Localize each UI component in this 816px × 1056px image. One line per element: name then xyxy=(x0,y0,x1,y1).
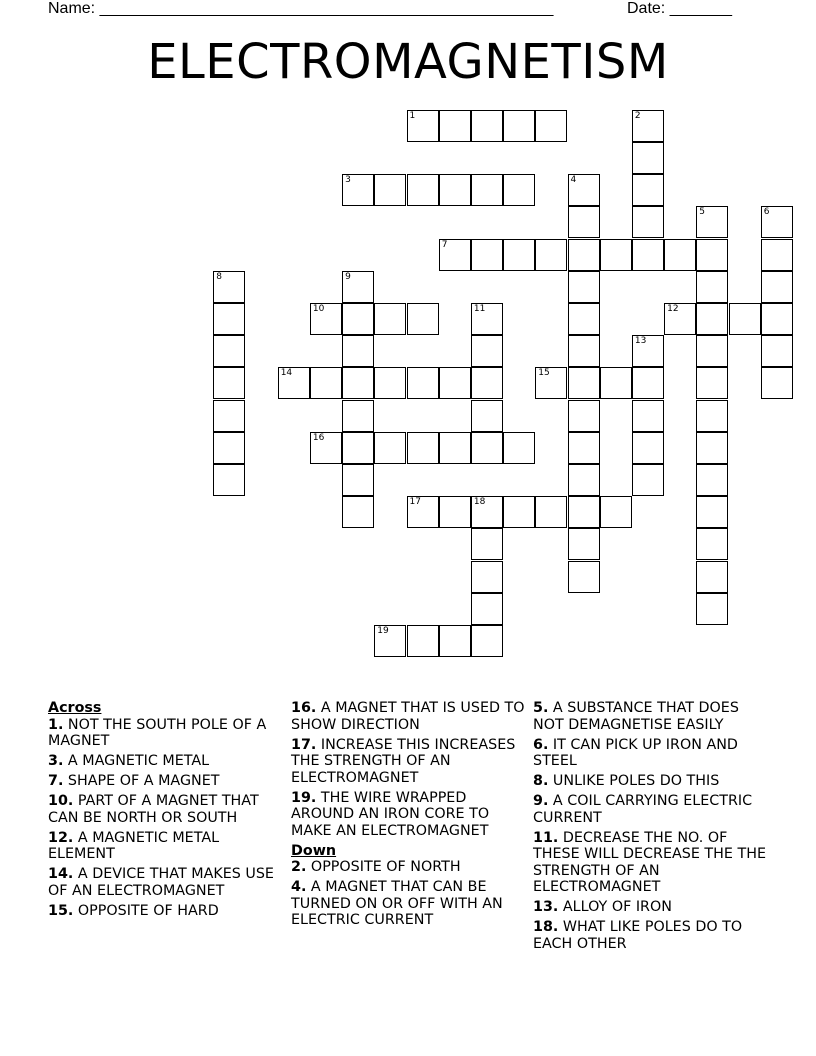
grid-cell[interactable] xyxy=(374,174,406,206)
grid-cell[interactable] xyxy=(600,496,632,528)
grid-cell[interactable] xyxy=(407,303,439,335)
grid-cell[interactable] xyxy=(439,110,471,142)
clue-text: A MAGNETIC METAL ELEMENT xyxy=(48,829,220,862)
grid-cell[interactable] xyxy=(471,110,503,142)
clue-item xyxy=(291,859,526,876)
clue-text: A MAGNETIC METAL xyxy=(63,753,210,769)
clue-number: 10 xyxy=(312,303,325,314)
grid-cell[interactable] xyxy=(632,432,664,464)
grid-cell[interactable] xyxy=(568,271,600,303)
grid-cell[interactable] xyxy=(535,110,567,142)
grid-cell[interactable] xyxy=(342,174,374,206)
grid-cell[interactable] xyxy=(310,432,342,464)
page-title: ELECTROMAGNETISM xyxy=(147,34,669,90)
grid-cell[interactable] xyxy=(600,239,632,271)
grid-cell[interactable] xyxy=(503,174,535,206)
down-clue-list xyxy=(291,859,526,929)
grid-cell[interactable] xyxy=(471,239,503,271)
grid-cell[interactable] xyxy=(471,593,503,625)
clue-item xyxy=(533,737,768,770)
grid-cell[interactable] xyxy=(213,400,245,432)
clues-column-3 xyxy=(533,700,768,956)
grid-cell[interactable] xyxy=(632,464,664,496)
grid-cell[interactable] xyxy=(213,367,245,399)
clue-number: 19. xyxy=(291,789,317,806)
grid-cell[interactable] xyxy=(696,303,728,335)
grid-cell[interactable] xyxy=(761,335,793,367)
grid-cell[interactable] xyxy=(342,400,374,432)
grid-cell[interactable] xyxy=(471,174,503,206)
grid-cell[interactable] xyxy=(213,432,245,464)
clue-number: 8 xyxy=(216,271,223,282)
clue-number: 18. xyxy=(533,919,559,935)
clue-item xyxy=(48,866,283,899)
grid-cell[interactable] xyxy=(471,432,503,464)
grid-cell[interactable] xyxy=(729,303,761,335)
grid-cell[interactable] xyxy=(696,496,728,528)
grid-cell[interactable] xyxy=(664,303,696,335)
grid-cell[interactable] xyxy=(342,335,374,367)
down-heading: Down xyxy=(291,842,337,859)
clue-item xyxy=(533,899,768,916)
grid-cell[interactable] xyxy=(568,528,600,560)
clue-text: A SUBSTANCE THAT DOES NOT DEMAGNETISE EASILY xyxy=(533,700,739,733)
clue-number: 12. xyxy=(48,829,74,846)
grid-cell[interactable] xyxy=(568,174,600,206)
clue-item xyxy=(48,903,283,920)
clue-text: A COIL CARRYING ELECTRIC CURRENT xyxy=(533,793,753,826)
grid-cell[interactable] xyxy=(374,367,406,399)
grid-cell[interactable] xyxy=(632,239,664,271)
grid-cell[interactable] xyxy=(374,625,406,657)
down-clue-list-continued xyxy=(533,700,768,952)
clue-number: 7. xyxy=(48,773,64,789)
grid-cell[interactable] xyxy=(568,303,600,335)
grid-cell[interactable] xyxy=(439,625,471,657)
clue-number: 10. xyxy=(48,793,74,809)
across-clue-list xyxy=(48,717,283,920)
clue-number: 6. xyxy=(533,736,549,753)
grid-cell[interactable] xyxy=(761,271,793,303)
grid-cell[interactable] xyxy=(342,303,374,335)
clue-number: 12 xyxy=(667,303,679,314)
grid-cell[interactable] xyxy=(342,271,374,303)
grid-cell[interactable] xyxy=(568,464,600,496)
clue-number: 14 xyxy=(280,368,293,379)
clue-item xyxy=(48,793,283,826)
clue-item xyxy=(48,753,283,770)
grid-cell[interactable] xyxy=(568,561,600,593)
grid-cell[interactable] xyxy=(310,303,342,335)
clue-item xyxy=(48,717,283,750)
grid-cell[interactable] xyxy=(568,335,600,367)
grid-cell[interactable] xyxy=(471,496,503,528)
clue-text: A MAGNET THAT IS USED TO SHOW DIRECTION xyxy=(291,700,525,733)
grid-cell[interactable] xyxy=(696,335,728,367)
grid-cell[interactable] xyxy=(342,464,374,496)
grid-cell[interactable] xyxy=(471,561,503,593)
grid-cell[interactable] xyxy=(664,239,696,271)
grid-cell[interactable] xyxy=(439,496,471,528)
grid-cell[interactable] xyxy=(535,367,567,399)
clue-item xyxy=(533,773,768,790)
grid-cell[interactable] xyxy=(568,432,600,464)
clue-number: 2 xyxy=(634,110,641,121)
clue-number: 5. xyxy=(533,700,549,716)
grid-cell[interactable] xyxy=(213,271,245,303)
grid-cell[interactable] xyxy=(600,367,632,399)
clues-column-1 xyxy=(48,700,283,923)
clue-number: 4 xyxy=(570,175,577,186)
grid-cell[interactable] xyxy=(213,464,245,496)
grid-cell[interactable] xyxy=(696,239,728,271)
clue-text: WHAT LIKE POLES DO TO EACH OTHER xyxy=(533,919,743,952)
grid-cell[interactable] xyxy=(407,367,439,399)
clue-number: 14. xyxy=(48,866,74,882)
clue-text: OPPOSITE OF HARD xyxy=(73,902,219,919)
grid-cell[interactable] xyxy=(342,496,374,528)
grid-cell[interactable] xyxy=(568,496,600,528)
clue-item xyxy=(533,700,768,733)
grid-cell[interactable] xyxy=(761,303,793,335)
grid-cell[interactable] xyxy=(696,432,728,464)
grid-cell[interactable] xyxy=(213,303,245,335)
grid-cell[interactable] xyxy=(696,367,728,399)
clue-number: 19 xyxy=(377,625,389,636)
clue-text: INCREASE THIS INCREASES THE STRENGTH OF AN ELECTROMAGNET xyxy=(291,736,516,786)
across-heading: Across xyxy=(48,700,102,716)
grid-cell[interactable] xyxy=(471,625,503,657)
grid-cell[interactable] xyxy=(407,174,439,206)
grid-cell[interactable] xyxy=(503,110,535,142)
grid-cell[interactable] xyxy=(696,561,728,593)
clue-text: DECREASE THE NO. OF THESE WILL DECREASE THE THE STRENGTH OF AN ELECTROMAGNET xyxy=(533,829,767,895)
grid-cell[interactable] xyxy=(568,367,600,399)
grid-cell[interactable] xyxy=(439,367,471,399)
grid-cell[interactable] xyxy=(632,206,664,238)
grid-cell[interactable] xyxy=(632,400,664,432)
clue-item xyxy=(48,773,283,790)
clue-number: 18 xyxy=(473,497,486,508)
clue-number: 15 xyxy=(538,368,550,379)
grid-cell[interactable] xyxy=(407,496,439,528)
clue-text: A MAGNET THAT CAN BE TURNED ON OR OFF WITH AN ELECTRIC CURRENT xyxy=(291,879,503,928)
clue-number: 16 xyxy=(312,432,325,443)
clue-number: 1 xyxy=(409,110,416,121)
grid-cell[interactable] xyxy=(278,367,310,399)
grid-cell[interactable] xyxy=(632,110,664,142)
grid-cell[interactable] xyxy=(503,239,535,271)
grid-cell[interactable] xyxy=(696,271,728,303)
grid-cell[interactable] xyxy=(374,303,406,335)
clue-item xyxy=(533,793,768,826)
clues-column-2 xyxy=(291,700,526,932)
clue-text: OPPOSITE OF NORTH xyxy=(306,859,461,875)
clue-number: 11 xyxy=(473,303,486,314)
grid-cell[interactable] xyxy=(568,206,600,238)
grid-cell[interactable] xyxy=(503,496,535,528)
clue-number: 11. xyxy=(533,829,559,846)
grid-cell[interactable] xyxy=(374,432,406,464)
clue-number: 16. xyxy=(291,700,317,716)
clue-text: NOT THE SOUTH POLE OF A MAGNET xyxy=(48,716,267,749)
grid-cell[interactable] xyxy=(342,367,374,399)
grid-cell[interactable] xyxy=(761,367,793,399)
grid-cell[interactable] xyxy=(568,400,600,432)
clue-number: 5 xyxy=(699,207,706,218)
clue-number: 2. xyxy=(291,859,307,875)
grid-cell[interactable] xyxy=(632,174,664,206)
grid-cell[interactable] xyxy=(696,464,728,496)
grid-cell[interactable] xyxy=(696,400,728,432)
clue-item xyxy=(291,879,526,929)
clue-item xyxy=(291,737,526,787)
grid-cell[interactable] xyxy=(471,528,503,560)
grid-cell[interactable] xyxy=(407,432,439,464)
grid-cell[interactable] xyxy=(213,335,245,367)
clue-item xyxy=(291,790,526,840)
name-field-label: Name: ___________________________________________________ xyxy=(48,0,554,17)
clue-number: 17. xyxy=(291,736,317,753)
clue-text: UNLIKE POLES DO THIS xyxy=(548,773,720,789)
clue-number: 15. xyxy=(48,902,74,919)
grid-cell[interactable] xyxy=(568,239,600,271)
grid-cell[interactable] xyxy=(471,400,503,432)
clue-item xyxy=(533,919,768,952)
grid-cell[interactable] xyxy=(310,367,342,399)
grid-cell[interactable] xyxy=(471,367,503,399)
grid-cell[interactable] xyxy=(696,593,728,625)
clue-number: 3. xyxy=(48,753,64,769)
clue-number: 7 xyxy=(441,239,448,250)
grid-cell[interactable] xyxy=(632,335,664,367)
clue-item xyxy=(533,830,768,896)
clue-text: A DEVICE THAT MAKES USE OF AN ELECTROMAGNET xyxy=(48,866,274,899)
clue-number: 13. xyxy=(533,899,559,915)
grid-cell[interactable] xyxy=(696,528,728,560)
clue-number: 9. xyxy=(533,793,549,809)
grid-cell[interactable] xyxy=(535,239,567,271)
clue-text: SHAPE OF A MAGNET xyxy=(63,773,220,789)
across-clue-list-continued xyxy=(291,700,526,839)
clue-number: 4. xyxy=(291,879,307,895)
grid-cell[interactable] xyxy=(761,206,793,238)
clue-text: ALLOY OF IRON xyxy=(558,899,672,915)
clue-number: 1. xyxy=(48,716,64,733)
clue-number: 6 xyxy=(763,207,770,218)
grid-cell[interactable] xyxy=(439,432,471,464)
grid-cell[interactable] xyxy=(535,496,567,528)
clue-text: PART OF A MAGNET THAT CAN BE NORTH OR SOUTH xyxy=(48,793,259,826)
clue-number: 13 xyxy=(634,336,647,347)
grid-cell[interactable] xyxy=(439,239,471,271)
clue-number: 17 xyxy=(409,497,421,508)
clue-item xyxy=(291,700,526,733)
grid-cell[interactable] xyxy=(407,625,439,657)
grid-cell[interactable] xyxy=(407,110,439,142)
grid-cell[interactable] xyxy=(696,206,728,238)
clue-number: 3 xyxy=(345,175,351,186)
grid-cell[interactable] xyxy=(503,432,535,464)
clue-number: 8. xyxy=(533,773,549,789)
grid-cell[interactable] xyxy=(342,432,374,464)
clue-text: THE WIRE WRAPPED AROUND AN IRON CORE TO MAKE AN ELECTROMAGNET xyxy=(291,789,490,839)
grid-cell[interactable] xyxy=(632,142,664,174)
clue-number: 9 xyxy=(345,271,351,282)
clue-text: IT CAN PICK UP IRON AND STEEL xyxy=(533,736,738,769)
clue-item xyxy=(48,830,283,863)
date-field-label: Date: _______ xyxy=(627,0,732,17)
grid-cell[interactable] xyxy=(632,367,664,399)
grid-cell[interactable] xyxy=(471,335,503,367)
grid-cell[interactable] xyxy=(439,174,471,206)
grid-cell[interactable] xyxy=(471,303,503,335)
grid-cell[interactable] xyxy=(761,239,793,271)
